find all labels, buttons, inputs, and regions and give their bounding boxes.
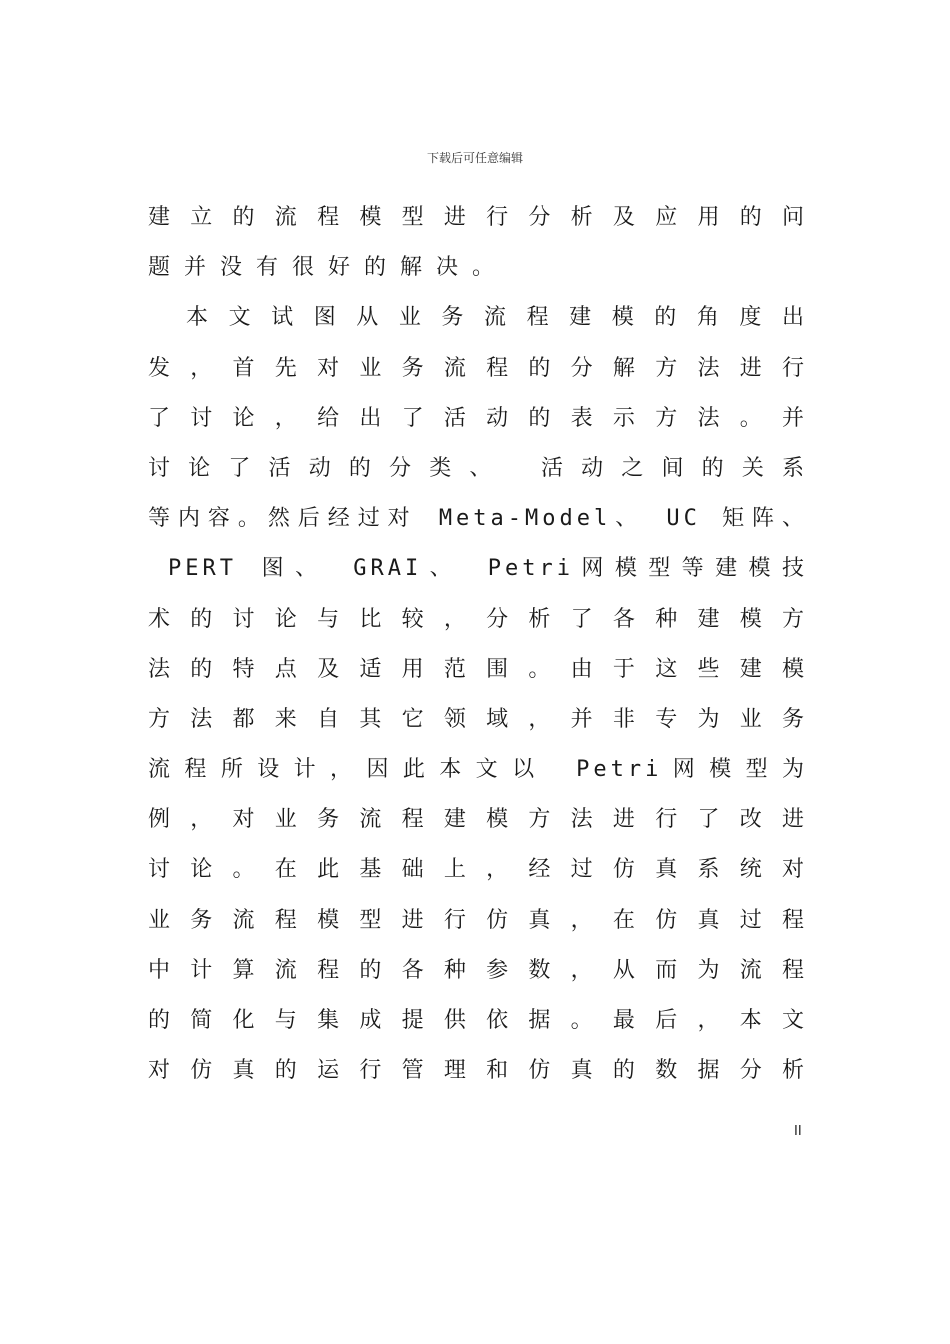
text-line: 等内容。然后经过对 Meta-Model、 UC 矩阵、: [148, 506, 808, 532]
text-line: 本文试图从业务流程建模的角度出: [186, 305, 808, 331]
text-line: 讨论。在此基础上，经过仿真系统对: [148, 857, 808, 883]
text-line: 例，对业务流程建模方法进行了改进: [148, 807, 808, 833]
text-line: 的简化与集成提供依据。最后，本文: [148, 1008, 808, 1033]
text-line: 发，首先对业务流程的分解方法进行: [148, 355, 808, 381]
text-line: PERT 图、 GRAI、 Petri网模型等建模技: [168, 556, 808, 582]
text-line: 术的讨论与比较，分析了各种建模方: [148, 606, 808, 632]
text-line: 讨论了活动的分类、 活动之间的关系: [148, 455, 808, 481]
text-line: 流程所设计，因此本文以 Petri网模型为: [148, 757, 808, 783]
text-line: 中计算流程的各种参数，从而为流程: [148, 957, 808, 983]
page-number: II: [794, 1124, 802, 1139]
text-line: 法的特点及适用范围。由于这些建模: [148, 656, 808, 682]
text-line: 建立的流程模型进行分析及应用的问: [148, 205, 808, 230]
header-note: 下载后可任意编辑: [426, 151, 523, 165]
text-line: 对仿真的运行管理和仿真的数据分析: [148, 1058, 808, 1084]
text-line: 业务流程模型进行仿真，在仿真过程: [148, 907, 808, 933]
document-body: [148, 193, 808, 1096]
text-line: 题并没有很好的解决。: [148, 255, 509, 281]
text-line: 了讨论，给出了活动的表示方法。并: [148, 405, 808, 431]
text-line: 方法都来自其它领域，并非专为业务: [148, 706, 808, 732]
